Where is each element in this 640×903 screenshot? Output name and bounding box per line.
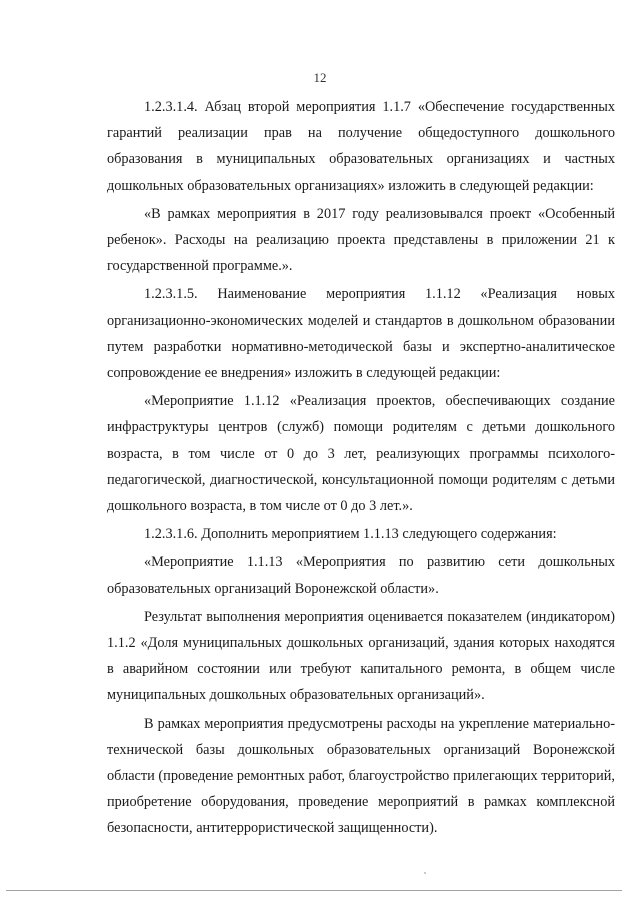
paragraph-quote-1-1-13: «Мероприятие 1.1.13 «Мероприятия по развитию сети дошкольных образовательных организаций Воронежской области». <box>107 554 615 597</box>
paragraph-1-2-3-1-5: 1.2.3.1.5. Наименование мероприятия 1.1.12 «Реализация новых организационно-экономических моделей и стандартов в дошкольном образовании путем разработки нормативно-методической базы и экспертно-аналитическое сопровождение ее внедрения» изложить в следующей редакции: <box>107 286 615 382</box>
paragraph-quote-1-1-12: «Мероприятие 1.1.12 «Реализация проектов, обеспечивающих создание инфраструктуры центров (служб) помощи родителям с детьми дошкольного возраста, в том числе от 0 до 3 лет, реализующих программы психолого-педагогической, диагностической, консультационной помощи родителям с детьми дошкольного возраста, в том числе от 0 до 3 лет.». <box>107 393 615 515</box>
paragraph-1-2-3-1-6: 1.2.3.1.6. Дополнить мероприятием 1.1.13 следующего содержания: <box>144 526 557 543</box>
paragraph-1-2-3-1-4: 1.2.3.1.4. Абзац второй мероприятия 1.1.7 «Обеспечение государственных гарантий реализации прав на получение общедоступного дошкольного образования в муниципальных образовательных организациях и частных дошкольных образовательных организациях» изложить в следующей редакции: <box>107 99 615 194</box>
page-bottom-edge <box>6 890 622 891</box>
document-body <box>107 94 615 842</box>
paragraph-result: Результат выполнения мероприятия оценивается показателем (индикатором) 1.1.2 «Доля муниципальных дошкольных организаций, здания которых находятся в аварийном состоянии или требуют капитального ремонта, в общем числе муниципальных дошкольных образовательных организаций». <box>107 608 615 704</box>
page-number: 12 <box>313 70 327 85</box>
paragraph-expenses: В рамках мероприятия предусмотрены расходы на укрепление материально-технической базы дошкольных образовательных организаций Воронежской области (проведение ремонтных работ, благоустройство прилегающих территорий, приобретение оборудования, проведение мероприятий в рамках комплексной безопасности, антитеррористической защищенности). <box>107 715 615 837</box>
scan-speck <box>424 872 426 874</box>
paragraph-quote-1-1-7: «В рамках мероприятия в 2017 году реализовывался проект «Особенный ребенок». Расходы на реализацию проекта представлены в приложении 21 к государственной программе.». <box>107 205 615 275</box>
